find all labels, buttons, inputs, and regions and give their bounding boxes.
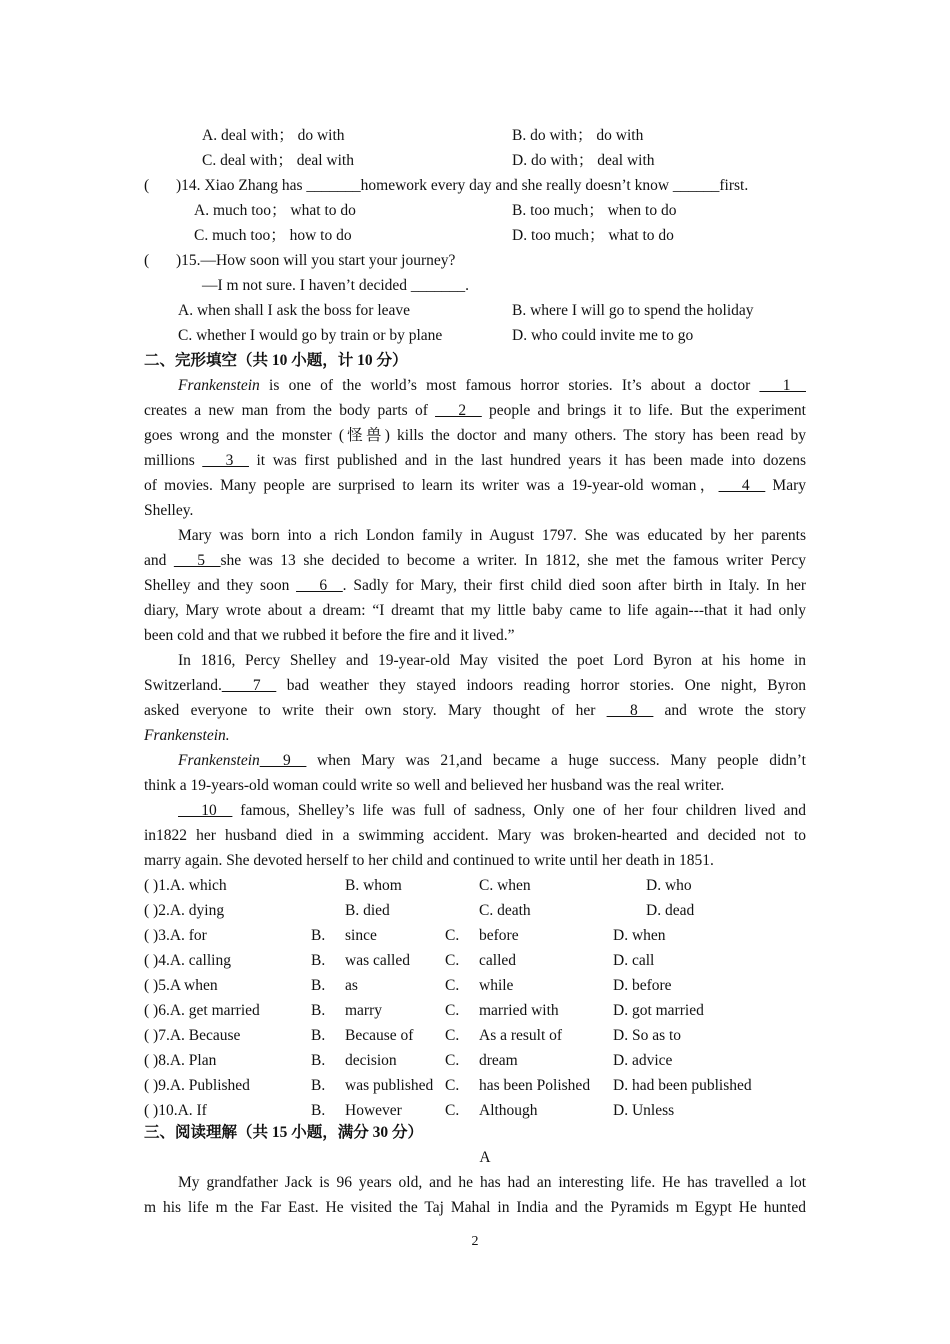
question-10-option-b-letter: B. [311,1102,326,1119]
question-8-option-a: ( )8.A. Plan [144,1052,217,1069]
question-9-option-c-letter: C. [445,1077,460,1094]
cloze-p5-line1 [178,801,806,821]
question-3-option-b-letter: B. [311,927,326,944]
text: she was 13 she decided to become a writer. In 1812, she met the famous writer Percy [220,552,806,569]
question-1-option-a: ( )1.A. which [144,877,227,894]
text: . Sadly for Mary, their first child died soon after birth in Italy. In her [342,577,806,594]
blank-3: ___3__ [202,452,249,469]
cloze-p3-line2 [144,676,806,696]
cloze-p2-line3 [144,576,806,596]
q14-option-b: B. too much； when to do [512,202,677,219]
question-4-option-d: D. call [613,952,655,969]
cloze-p2-line1: Mary was born into a rich London family in August 1797. She was educated by her parents [178,527,806,544]
question-9-option-a: ( )9.A. Published [144,1077,250,1094]
question-6-option-d: D. got married [613,1002,704,1019]
page-number: 2 [471,1234,479,1249]
blank-10: ___10__ [178,802,233,819]
cloze-p4-line2: think a 19-years-old woman could write so well and believed her husband was the real writer. [144,777,725,794]
question-4-option-b: was called [345,952,410,969]
cloze-p1-line6: Shelley. [144,502,194,519]
reading-section-label: A [479,1149,491,1166]
question-6-option-b: marry [345,1002,383,1019]
question-10-option-a: ( )10.A. If [144,1102,207,1119]
question-2-option-d: D. dead [646,902,695,919]
cloze-p1-line3: goes wrong and the monster (怪兽) kills the doctor and many others. The story has been read by [144,427,806,444]
question-5-option-a: ( )5.A when [144,977,218,994]
title-italic: Frankenstein [178,752,260,769]
blank-5: ___5__ [173,552,221,569]
q15-option-d: D. who could invite me to go [512,327,694,344]
question-6-option-c-letter: C. [445,1002,460,1019]
cloze-p2-line5: been cold and that we rubbed it before the fire and it lived.” [144,627,515,644]
text: is one of the world’s most famous horror stories. It’s about a doctor [259,377,760,394]
text: it was first published and in the last hundred years it has been made into dozens [248,452,806,469]
cloze-p1-line1 [178,376,806,396]
cloze-p3-line4: Frankenstein. [144,727,230,744]
cloze-p3-line1: In 1816, Percy Shelley and 19-year-old May visited the poet Lord Byron at his home in [178,652,806,669]
question-8-option-b: decision [345,1052,397,1069]
text: millions [144,452,203,469]
question-7-option-d: D. So as to [613,1027,682,1044]
q15-paren: ( [144,252,150,269]
cloze-p3-line3 [144,701,806,721]
text: Switzerland. [144,677,222,694]
question-5-option-b-letter: B. [311,977,326,994]
question-10-option-b: However [345,1102,402,1119]
text: and [144,552,174,569]
q13-option-b: B. do with； do with [512,127,644,144]
text: of movies. Many people are surprised to learn its writer was a 19-year-old woman， [144,477,719,494]
blank-7: ____7__ [221,677,277,694]
question-1-option-d: D. who [646,877,692,894]
question-10-option-d: D. Unless [613,1102,675,1119]
question-10-option-c-letter: C. [445,1102,460,1119]
text: people and brings it to life. But the experiment [481,402,806,419]
question-6-option-a: ( )6.A. get married [144,1002,260,1019]
question-3-option-c: before [479,927,519,944]
title-italic: Frankenstein [178,377,260,394]
cloze-p2-line2 [144,551,806,571]
question-3-option-c-letter: C. [445,927,460,944]
cloze-p1-line5 [144,476,806,496]
question-9-option-c: has been Polished [479,1077,591,1094]
q13-option-c: C. deal with； deal with [202,152,354,169]
question-2-option-b: B. died [345,902,390,919]
text: Mary [765,477,806,494]
cloze-p4-line1 [178,751,806,771]
q14-option-d: D. too much； what to do [512,227,674,244]
question-7-option-c: As a result of [479,1027,563,1044]
question-3-option-a: ( )3.A. for [144,927,207,944]
text: famous, Shelley’s life was full of sadness, Only one of her four children lived and [232,802,806,819]
question-9-option-b: was published [345,1077,434,1094]
question-8-option-c: dream [479,1052,518,1069]
cloze-heading: 二、完形填空（共 10 小题，计 10 分） [144,352,408,369]
question-3-option-d: D. when [613,927,666,944]
q14-paren: ( [144,177,150,194]
q15-stem: )15.—How soon will you start your journey? [176,252,456,269]
question-4-option-a: ( )4.A. calling [144,952,231,969]
cloze-p2-line4: diary, Mary wrote about a dream: “I dreamt that my little baby came to life again---that it had only [144,602,806,619]
text: creates a new man from the body parts of [144,402,436,419]
question-4-option-c: called [479,952,517,969]
q15-stem-answer: —I m not sure. I haven’t decided _______. [202,277,470,294]
question-10-option-c: Although [479,1102,538,1119]
question-5-option-d: D. before [613,977,672,994]
q13-option-d: D. do with； deal with [512,152,655,169]
text: bad weather they stayed indoors reading horror stories. One night, Byron [276,677,806,694]
reading-line1: My grandfather Jack is 96 years old, and he has had an interesting life. He has travelled a lot [178,1174,806,1191]
q14-option-c: C. much too； how to do [194,227,352,244]
question-7-option-a: ( )7.A. Because [144,1027,241,1044]
question-3-option-b: since [345,927,377,944]
text: asked everyone to write their own story. Mary thought of her [144,702,607,719]
question-2-option-a: ( )2.A. dying [144,902,225,919]
cloze-p5-line3: marry again. She devoted herself to her child and continued to write until her death in 1851. [144,852,714,869]
question-2-option-c: C. death [479,902,531,919]
question-9-option-d: D. had been published [613,1077,752,1094]
question-4-option-c-letter: C. [445,952,460,969]
blank-8: ___8__ [606,702,654,719]
question-8-option-d: D. advice [613,1052,673,1069]
blank-9: ___9__ [259,752,307,769]
cloze-p1-line2 [144,401,806,421]
blank-4: ___4__ [718,477,766,494]
question-8-option-c-letter: C. [445,1052,460,1069]
question-5-option-b: as [345,977,358,994]
cloze-p5-line2: in1822 her husband died in a swimming accident. Mary was broken-hearted and decided not to [144,827,806,844]
q14-stem: )14. Xiao Zhang has _______homework every day and she really doesn’t know ______first. [176,177,749,194]
question-7-option-b-letter: B. [311,1027,326,1044]
question-7-option-c-letter: C. [445,1027,460,1044]
q15-option-c: C. whether I would go by train or by plane [178,327,443,344]
question-4-option-b-letter: B. [311,952,326,969]
cloze-p1-line4 [144,451,806,471]
text: Shelley and they soon [144,577,297,594]
q14-option-a: A. much too； what to do [194,202,356,219]
question-9-option-b-letter: B. [311,1077,326,1094]
q13-option-a: A. deal with； do with [202,127,345,144]
question-1-option-c: C. when [479,877,531,894]
question-8-option-b-letter: B. [311,1052,326,1069]
question-7-option-b: Because of [345,1027,414,1044]
reading-line2: m his life m the Far East. He visited the Taj Mahal in India and the Pyramids m Egypt He hunted [144,1199,806,1216]
blank-2: ___2__ [435,402,482,419]
question-6-option-c: married with [479,1002,559,1019]
question-5-option-c: while [479,977,514,994]
text: and wrote the story [653,702,806,719]
text: when Mary was 21,and became a huge success. Many people didn’t [306,752,806,769]
blank-6: ___6__ [296,577,343,594]
question-6-option-b-letter: B. [311,1002,326,1019]
reading-heading: 三、阅读理解（共 15 小题，满分 30 分） [144,1124,424,1141]
question-1-option-b: B. whom [345,877,402,894]
q15-option-b: B. where I will go to spend the holiday [512,302,754,319]
question-5-option-c-letter: C. [445,977,460,994]
q15-option-a: A. when shall I ask the boss for leave [178,302,411,319]
blank-1: ___1__ [759,377,806,394]
